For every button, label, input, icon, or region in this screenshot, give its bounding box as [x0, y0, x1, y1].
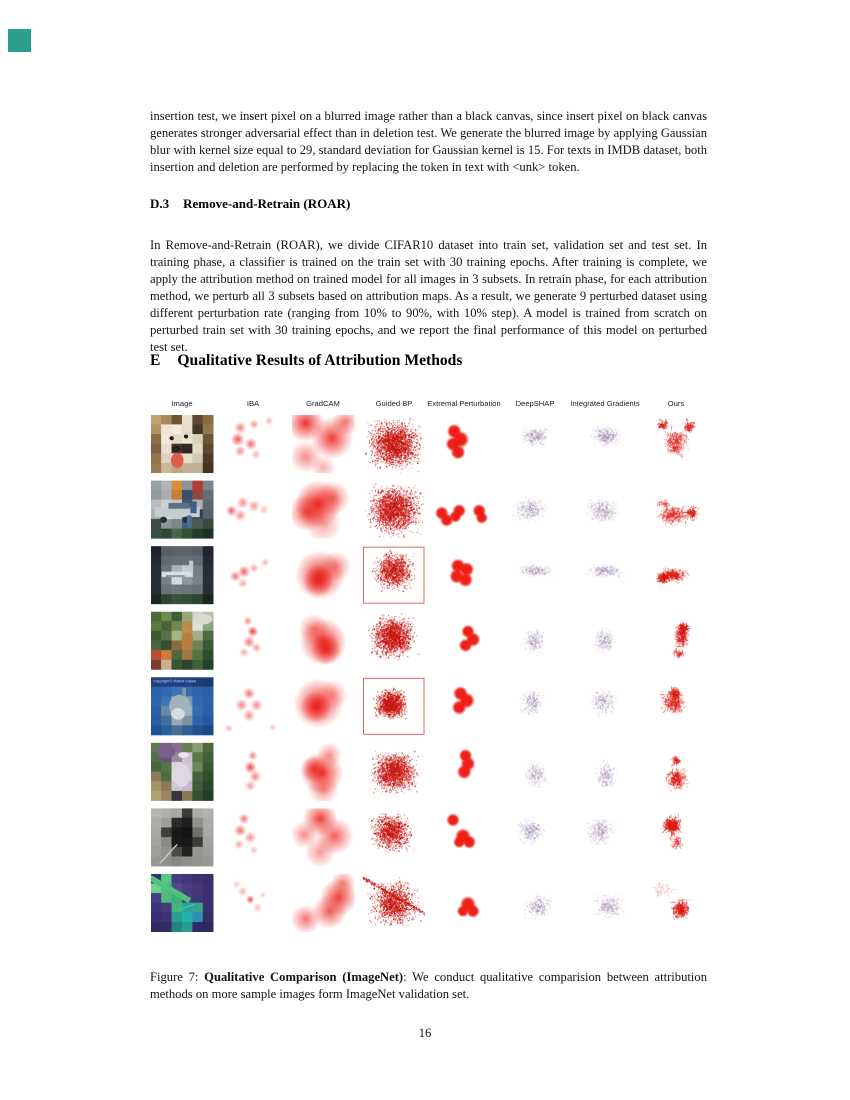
- section-number: D.3: [150, 196, 170, 211]
- screenshot-marker: [8, 29, 31, 52]
- column-label-ours: Ours: [667, 399, 685, 408]
- caption-rest: : We conduct qualitative comparision between attribution methods on more sample images form ImageNet validation set.: [150, 969, 707, 1002]
- section-heading-e: [150, 352, 707, 370]
- paragraph-roar: In Remove-and-Retrain (ROAR), we divide CIFAR10 dataset into train set, validation set and test set. In training phase, a classifier is trained on the train set with 30 training epochs. After training is complete, we apply the attribution method on trained model for all images in 3 subsets. In retrain phase, for each attribution method, we perturb all 3 subsets based on attribution maps. As a result, we generate 9 perturbed dataset using different perturbation rate (ranging from 10% to 90%, with 10% step). A model is trained from scratch on perturbed train set with 30 training epochs, and we report the final performance of this model on perturbed test set.: [150, 237, 707, 354]
- column-label-image: Image: [171, 399, 193, 408]
- section-number: E: [150, 352, 161, 369]
- column-label-gradcam: GradCAM: [306, 399, 340, 408]
- column-label-deepshap: DeepSHAP: [515, 399, 555, 408]
- column-label-integrated-gradients: Integrated Gradients: [570, 399, 640, 408]
- column-label-extremal-perturbation: Extremal Perturbation: [427, 399, 501, 408]
- section-heading-d3: [150, 196, 707, 212]
- caption-prefix: Figure 7:: [150, 969, 205, 984]
- section-title: Remove-and-Retrain (ROAR): [183, 196, 351, 211]
- paragraph-insertion-test: insertion test, we insert pixel on a blurred image rather than a black canvas, since insert pixel on black canvas generates stronger adversarial effect than in deletion test. We generate the blurred image by applying Gaussian blur with kernel size equal to 29, standard deviation for Gaussian kernel is 15. For texts in IMDB dataset, both insertion and deletion are performed by replacing the token in text with <unk> token.: [150, 108, 707, 174]
- page-number: 16: [418, 1026, 432, 1040]
- section-title: Qualitative Results of Attribution Methods: [177, 352, 463, 369]
- attribution-grid-canvas: [151, 415, 707, 932]
- column-label-guided-bp: Guided BP: [375, 399, 413, 408]
- figure-caption: [150, 969, 707, 1004]
- column-label-iba: IBA: [246, 399, 260, 408]
- caption-bold: Qualitative Comparison (ImageNet): [204, 969, 404, 984]
